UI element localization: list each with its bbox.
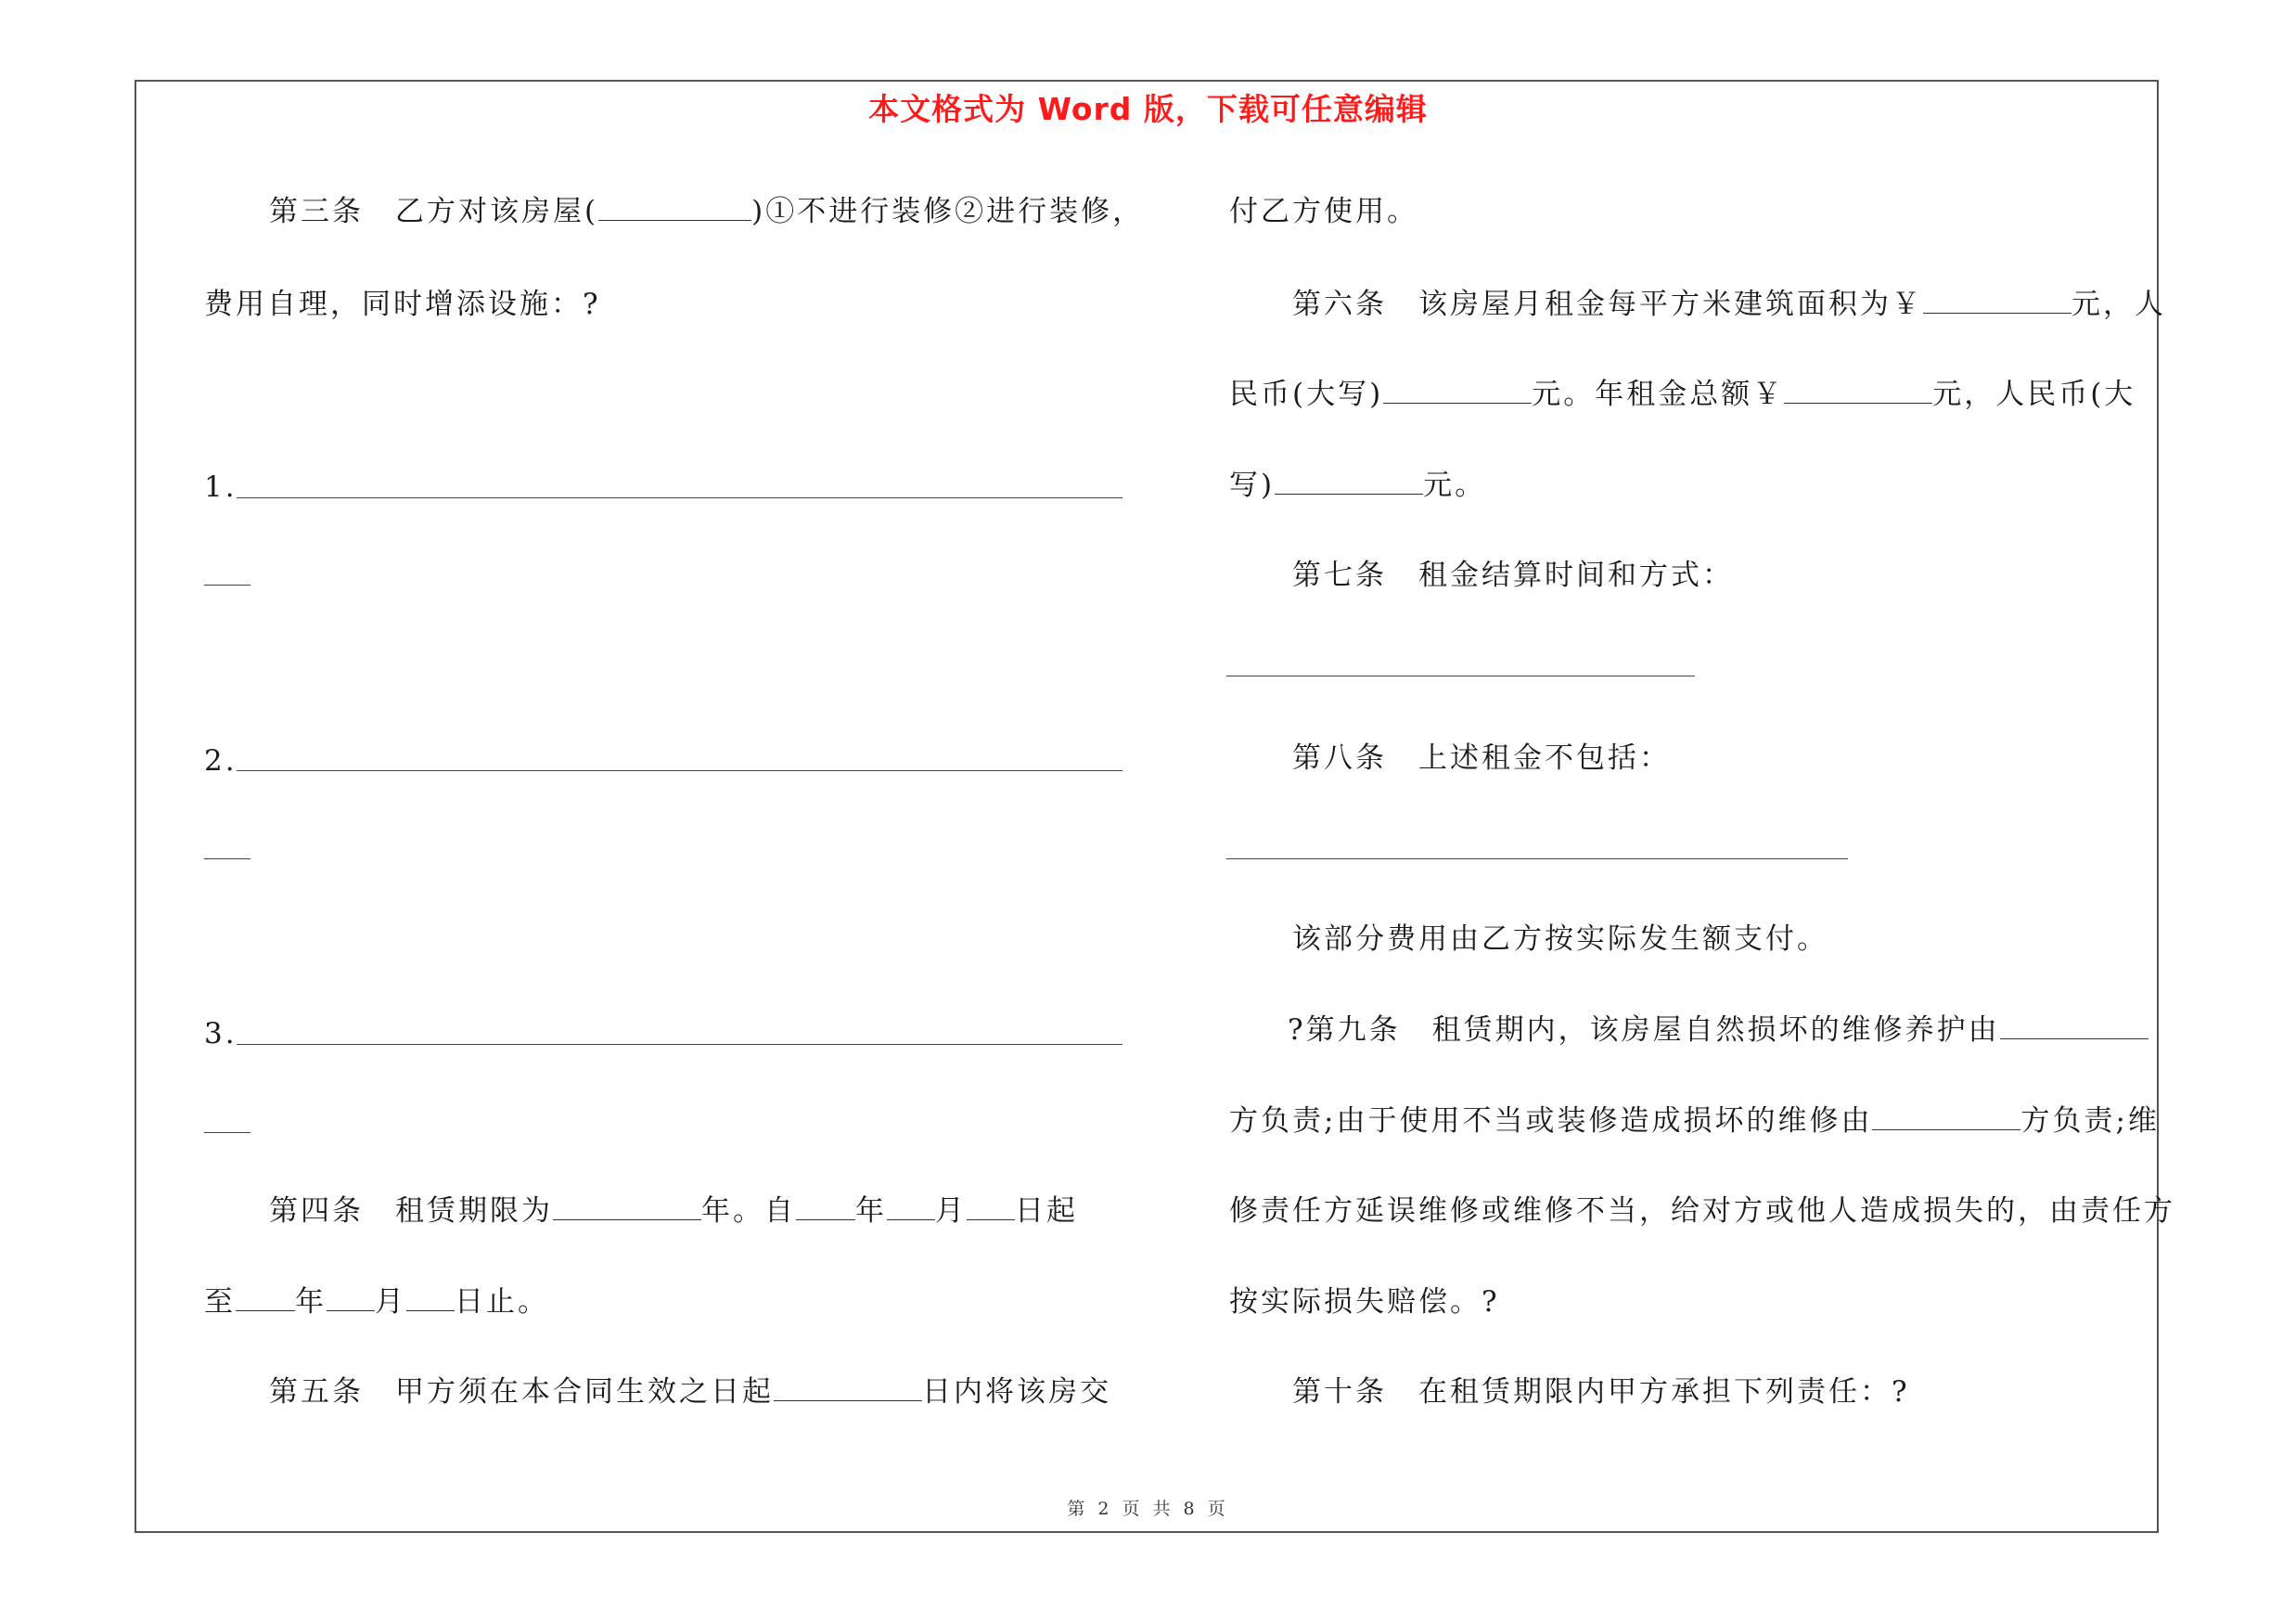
blank-field — [598, 196, 751, 221]
item-1-rule-cont — [204, 585, 250, 586]
item-2-rule — [237, 770, 1122, 771]
article-8-note: 该部分费用由乙方按实际发生额支付。 — [1292, 922, 1828, 956]
item-1-label: 1. — [204, 470, 237, 504]
blank-field — [553, 1195, 701, 1220]
article-6-line-1: 第六条 该房屋月租金每平方米建筑面积为￥ 元，人 — [1292, 288, 2166, 321]
blank-field — [2000, 1014, 2148, 1039]
article-9-line-4: 按实际损失赔偿。? — [1229, 1285, 1500, 1319]
article-5-line-2: 付乙方使用。 — [1229, 195, 1418, 228]
article-8-rule — [1226, 858, 1848, 859]
article-6-line-2: 民币(大写) 元。年租金总额￥ 元，人民币(大 — [1229, 378, 2136, 411]
article-6-line-3: 写) 元。 — [1229, 469, 1487, 502]
item-3-rule — [237, 1044, 1122, 1045]
item-2-rule-cont — [204, 858, 250, 859]
blank-field — [1923, 289, 2072, 314]
article-9-line-3: 修责任方延误维修或维修不当，给对方或他人造成损失的，由责任方 — [1229, 1194, 2175, 1228]
blank-field — [1872, 1105, 2020, 1130]
blank-field — [1275, 470, 1423, 495]
item-3-label: 3. — [204, 1017, 237, 1050]
article-3-line-1: 第三条 乙方对该房屋( )①不进行装修②进行装修， — [269, 195, 1145, 228]
blank-field — [1383, 379, 1532, 404]
document-header: 本文格式为 Word 版，下载可任意编辑 — [868, 91, 1428, 127]
article-4-line-2: 至 年 月 日止。 — [204, 1285, 549, 1319]
blank-field — [796, 1195, 855, 1220]
blank-field — [236, 1286, 295, 1311]
blank-field — [327, 1286, 375, 1311]
page-number-footer: 第 2 页 共 8 页 — [1067, 1499, 1229, 1519]
blank-field — [406, 1286, 455, 1311]
article-10: 第十条 在租赁期限内甲方承担下列责任：? — [1292, 1375, 1910, 1409]
blank-field — [887, 1195, 935, 1220]
article-8: 第八条 上述租金不包括： — [1292, 741, 1671, 775]
article-9-line-2: 方负责;由于使用不当或装修造成损坏的维修由 方负责;维 — [1229, 1104, 2160, 1138]
blank-field — [1784, 379, 1932, 404]
item-3-rule-cont — [204, 1132, 250, 1133]
article-4-line-1: 第四条 租赁期限为 年。自 年 月 日起 — [269, 1194, 1078, 1228]
item-1-rule — [237, 497, 1122, 498]
article-5-line-1: 第五条 甲方须在本合同生效之日起 日内将该房交 — [269, 1375, 1111, 1409]
blank-field — [967, 1195, 1015, 1220]
item-2-label: 2. — [204, 744, 237, 778]
article-9-line-1: ?第九条 租赁期内，该房屋自然损坏的维修养护由 — [1288, 1011, 2148, 1049]
blank-field — [774, 1376, 922, 1401]
article-7: 第七条 租金结算时间和方式： — [1292, 559, 1734, 592]
article-3-line-2: 费用自理，同时增添设施：? — [204, 288, 601, 321]
